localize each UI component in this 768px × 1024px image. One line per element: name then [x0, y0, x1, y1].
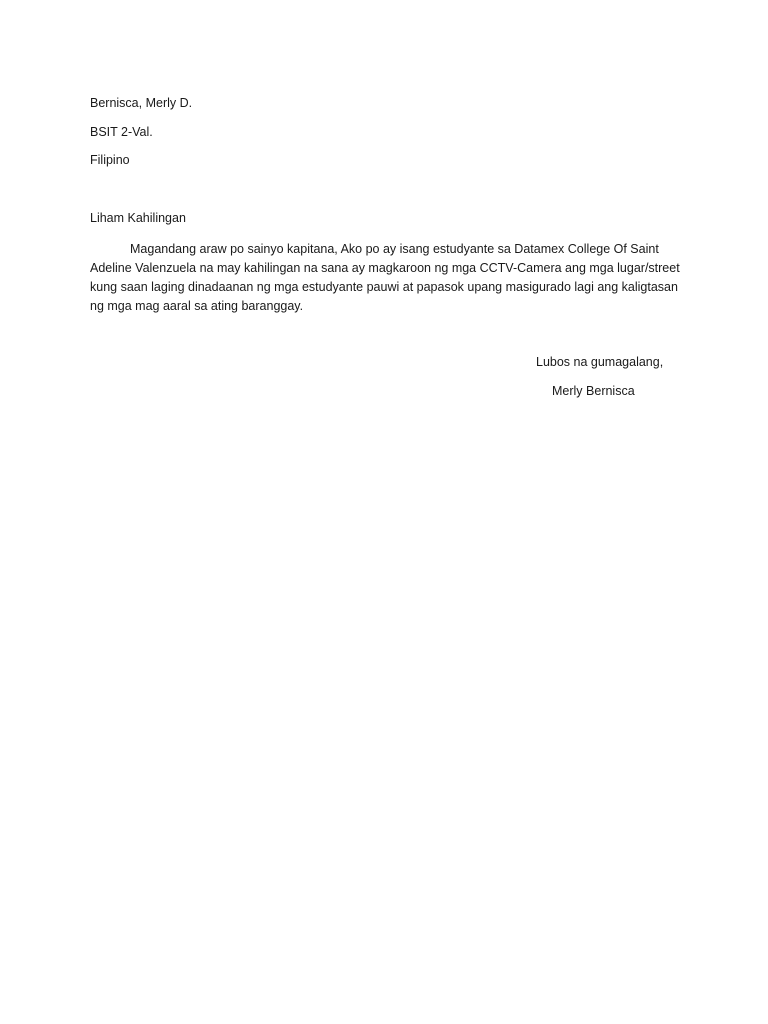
body-line: kung saan laging dinadaanan ng mga estudyante pauwi at papasok upang masigurado lagi ang kaligtasan	[90, 280, 678, 294]
letter-body	[90, 240, 690, 316]
body-line: Magandang araw po sainyo kapitana, Ako po ay isang estudyante sa Datamex College Of Saint	[130, 242, 659, 256]
subject-name: Filipino	[90, 153, 130, 167]
course-section: BSIT 2-Val.	[90, 125, 153, 139]
letter-title: Liham Kahilingan	[90, 211, 186, 225]
letter-closing: Lubos na gumagalang,	[536, 355, 664, 369]
author-name: Bernisca, Merly D.	[90, 96, 193, 110]
letter-signature: Merly Bernisca	[552, 384, 635, 398]
body-line: Adeline Valenzuela na may kahilingan na sana ay magkaroon ng mga CCTV-Camera ang mga lugar/street	[90, 261, 680, 275]
body-line: ng mga mag aaral sa ating baranggay.	[90, 299, 304, 313]
